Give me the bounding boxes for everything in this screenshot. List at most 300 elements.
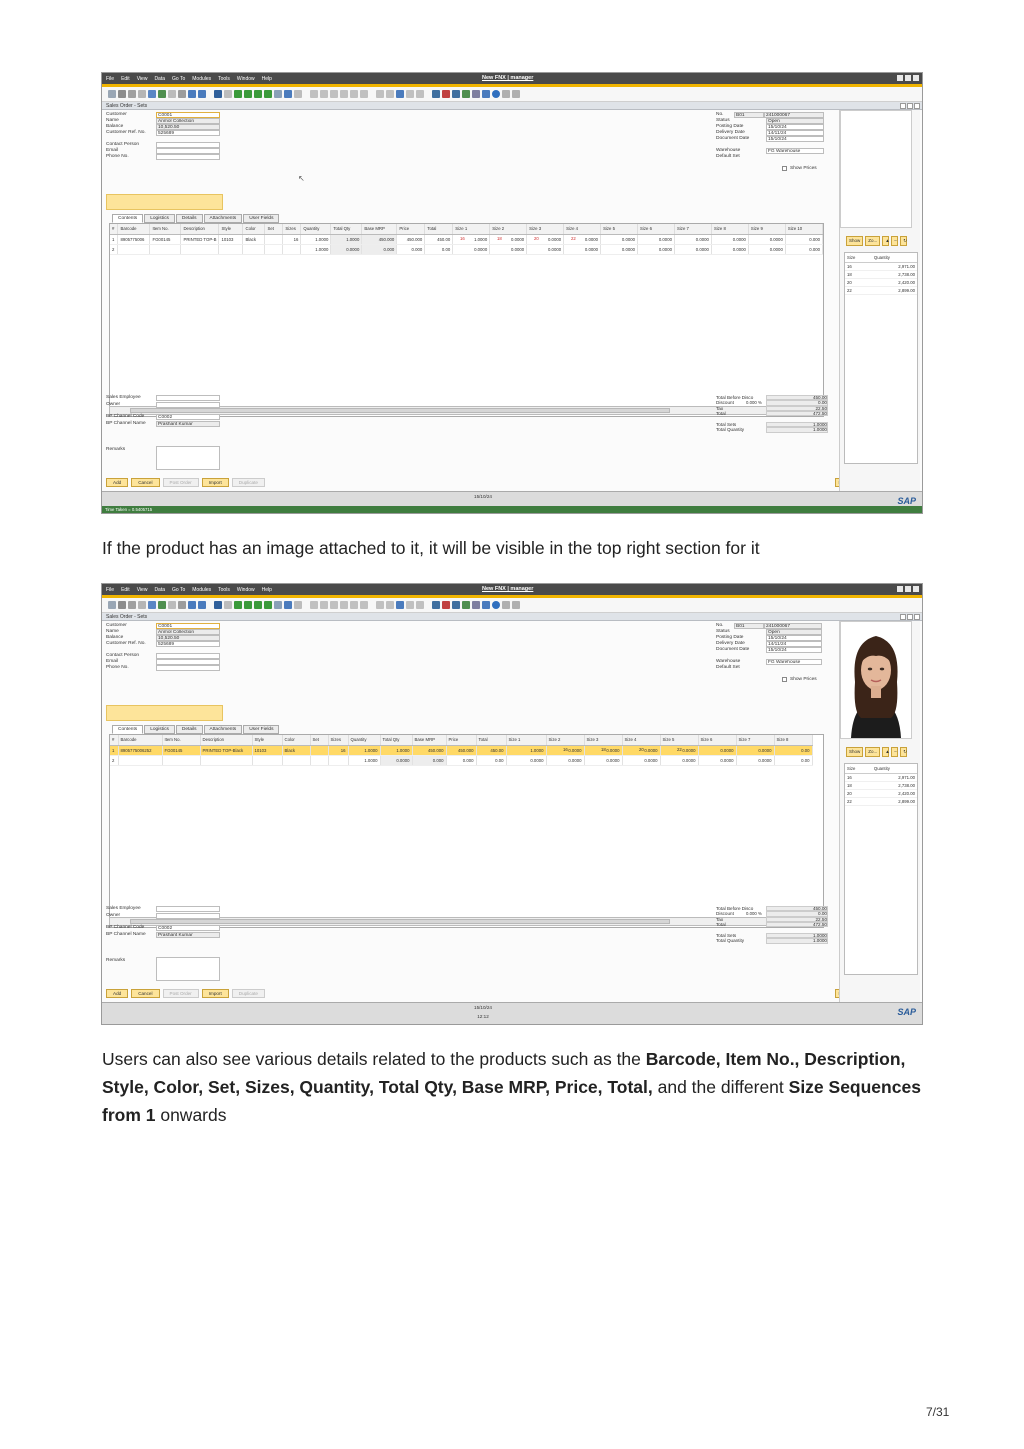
cell[interactable]: 1.0000 bbox=[301, 244, 331, 254]
duplicate-button[interactable]: Duplicate bbox=[232, 989, 265, 998]
users-icon[interactable] bbox=[462, 90, 470, 98]
arrow-up-icon[interactable]: ▲ bbox=[882, 236, 889, 246]
menu-data[interactable]: Data bbox=[154, 75, 165, 82]
bp-channel-code-input[interactable]: C0002 bbox=[156, 414, 220, 420]
doc-no-value[interactable]: 241000067 bbox=[764, 623, 822, 629]
first-record-icon[interactable] bbox=[234, 90, 242, 98]
zoom-button[interactable]: Zo... bbox=[865, 236, 880, 246]
cell[interactable] bbox=[181, 244, 219, 254]
tab-user-fields[interactable]: User Fields bbox=[243, 725, 279, 734]
tab-user-fields[interactable]: User Fields bbox=[243, 214, 279, 223]
minus-icon[interactable]: – bbox=[891, 236, 898, 246]
add-icon[interactable] bbox=[224, 601, 232, 609]
cell[interactable]: 1.0000 bbox=[348, 745, 380, 755]
owner-select[interactable] bbox=[156, 402, 220, 408]
col-header[interactable]: Set bbox=[310, 735, 328, 745]
duplicate-button[interactable]: Duplicate bbox=[232, 478, 265, 487]
list-item[interactable] bbox=[845, 774, 917, 782]
minus-icon[interactable]: – bbox=[891, 747, 898, 757]
cell[interactable]: 8905775006 bbox=[118, 234, 150, 244]
col-header[interactable]: Size 7 bbox=[736, 735, 774, 745]
chart-icon[interactable] bbox=[452, 90, 460, 98]
add-icon[interactable] bbox=[224, 90, 232, 98]
customer-input[interactable]: C0001 bbox=[156, 623, 220, 629]
col-header[interactable]: Size 8 bbox=[774, 735, 812, 745]
form-close-icon[interactable] bbox=[914, 614, 920, 620]
cell[interactable]: 0.0000 bbox=[546, 755, 584, 765]
cell[interactable]: 0.0000 bbox=[490, 244, 527, 254]
show-button[interactable]: Show bbox=[846, 747, 863, 757]
col-header[interactable]: Size 1 bbox=[506, 735, 546, 745]
form-minimize-icon[interactable] bbox=[900, 614, 906, 620]
settings-icon[interactable] bbox=[396, 601, 404, 609]
cell[interactable]: 0.0000 bbox=[564, 244, 601, 254]
doc-icon[interactable] bbox=[178, 601, 186, 609]
cell[interactable] bbox=[265, 234, 283, 244]
sort-icon[interactable] bbox=[294, 90, 302, 98]
form-maximize-icon[interactable] bbox=[907, 614, 913, 620]
menu-goto[interactable]: Go To bbox=[172, 75, 186, 82]
table-row[interactable] bbox=[110, 234, 823, 244]
prev-record-icon[interactable] bbox=[244, 601, 252, 609]
col-header[interactable]: Barcode bbox=[118, 224, 150, 234]
posting-date-input[interactable]: 15/10/24 bbox=[766, 635, 822, 641]
cell[interactable]: 1.0000 bbox=[348, 755, 380, 765]
draw-icon[interactable] bbox=[376, 601, 384, 609]
delivery-date-input[interactable]: 14/11/24 bbox=[766, 641, 822, 647]
col-header[interactable]: Size 1 bbox=[453, 224, 490, 234]
volume-icon[interactable] bbox=[360, 601, 368, 609]
col-header[interactable]: Color bbox=[282, 735, 310, 745]
help-icon[interactable] bbox=[406, 601, 414, 609]
discount-pct[interactable]: 0.000 % bbox=[746, 911, 762, 917]
refresh-icon[interactable] bbox=[274, 90, 282, 98]
cell[interactable]: 0.0000 bbox=[711, 244, 748, 254]
base-doc-icon[interactable] bbox=[310, 90, 318, 98]
alert-icon[interactable] bbox=[482, 90, 490, 98]
cell[interactable] bbox=[265, 244, 283, 254]
payment-icon[interactable] bbox=[350, 601, 358, 609]
refresh-icon[interactable] bbox=[274, 601, 282, 609]
cell[interactable]: 0.0000 bbox=[736, 745, 774, 755]
new-doc-icon[interactable] bbox=[108, 90, 116, 98]
cell[interactable]: 0.0000 bbox=[527, 244, 564, 254]
list-item[interactable] bbox=[845, 790, 917, 798]
col-header[interactable]: Size 6 bbox=[638, 224, 675, 234]
col-header[interactable]: Style bbox=[219, 224, 243, 234]
cell[interactable]: 0.000 bbox=[785, 244, 822, 254]
tab-attachments[interactable]: Attachments bbox=[204, 214, 243, 223]
tab-contents[interactable]: Contents bbox=[112, 725, 143, 734]
tab-details[interactable]: Details bbox=[176, 725, 203, 734]
col-header[interactable]: Price bbox=[446, 735, 476, 745]
col-header[interactable]: Size 7 bbox=[674, 224, 711, 234]
checkbox-icon[interactable] bbox=[782, 166, 787, 171]
cell[interactable]: 0.00 bbox=[774, 755, 812, 765]
tile-icon[interactable] bbox=[512, 601, 520, 609]
cell[interactable]: 1.0000 bbox=[301, 234, 331, 244]
cell[interactable]: 0.000 bbox=[785, 234, 822, 244]
cell[interactable]: 0.0000 bbox=[622, 745, 660, 755]
next-record-icon[interactable] bbox=[254, 90, 262, 98]
col-header[interactable]: Item No. bbox=[162, 735, 200, 745]
draw-icon[interactable] bbox=[376, 90, 384, 98]
last-record-icon[interactable] bbox=[264, 601, 272, 609]
cell[interactable]: 0.0000 bbox=[453, 244, 490, 254]
upload-icon[interactable] bbox=[188, 601, 196, 609]
last-record-icon[interactable] bbox=[264, 90, 272, 98]
calendar-icon[interactable] bbox=[432, 601, 440, 609]
cell[interactable]: 450.000 bbox=[446, 745, 476, 755]
col-header[interactable]: Size 4 bbox=[564, 224, 601, 234]
cell[interactable]: 0.0000 bbox=[748, 234, 785, 244]
menu-window[interactable]: Window bbox=[236, 75, 255, 82]
cell[interactable] bbox=[283, 244, 301, 254]
col-header[interactable]: Size 8 bbox=[711, 224, 748, 234]
layout-icon[interactable] bbox=[386, 601, 394, 609]
network-icon[interactable] bbox=[472, 601, 480, 609]
first-record-icon[interactable] bbox=[234, 601, 242, 609]
col-header[interactable]: Barcode bbox=[118, 735, 162, 745]
cell[interactable]: 0.0000 bbox=[506, 755, 546, 765]
email-icon[interactable] bbox=[128, 90, 136, 98]
cell[interactable]: 0.0000 bbox=[601, 244, 638, 254]
form-minimize-icon[interactable] bbox=[900, 103, 906, 109]
cell[interactable]: 450.000 bbox=[397, 234, 425, 244]
cell[interactable] bbox=[282, 755, 310, 765]
series-select[interactable]: B01 bbox=[734, 623, 764, 629]
calculator-icon[interactable] bbox=[442, 601, 450, 609]
col-header[interactable]: Base MRP bbox=[362, 224, 397, 234]
cell[interactable] bbox=[118, 244, 150, 254]
col-header[interactable]: Total Qty bbox=[380, 735, 412, 745]
cell[interactable]: 1.0000 bbox=[506, 745, 546, 755]
list-item[interactable] bbox=[845, 782, 917, 790]
doc-no-value[interactable]: 241000067 bbox=[764, 112, 824, 118]
cell[interactable]: 1.0000 bbox=[453, 234, 490, 244]
preview-icon[interactable] bbox=[168, 601, 176, 609]
list-item[interactable] bbox=[845, 279, 917, 287]
filter-icon[interactable] bbox=[284, 90, 292, 98]
menu-view[interactable]: View bbox=[136, 75, 148, 82]
col-header[interactable]: Base MRP bbox=[412, 735, 446, 745]
col-header[interactable]: Style bbox=[252, 735, 282, 745]
preview-icon[interactable] bbox=[168, 90, 176, 98]
excel-icon[interactable] bbox=[158, 90, 166, 98]
col-header[interactable]: Item No. bbox=[150, 224, 181, 234]
form-maximize-icon[interactable] bbox=[907, 103, 913, 109]
cell[interactable] bbox=[243, 244, 265, 254]
col-header[interactable]: Description bbox=[200, 735, 252, 745]
show-prices-checkbox[interactable] bbox=[782, 677, 817, 682]
cell[interactable]: 0.000 bbox=[397, 244, 425, 254]
cell[interactable]: 0.0000 bbox=[638, 234, 675, 244]
menu-help[interactable]: Help bbox=[261, 586, 272, 593]
window-icon[interactable] bbox=[502, 90, 510, 98]
bp-channel-code-input[interactable]: C0002 bbox=[156, 925, 220, 931]
remarks-input[interactable] bbox=[156, 957, 220, 981]
cell[interactable]: 0.0000 bbox=[564, 234, 601, 244]
tab-contents[interactable]: Contents bbox=[112, 214, 143, 223]
print-icon[interactable] bbox=[118, 90, 126, 98]
maximize-icon[interactable] bbox=[905, 586, 911, 592]
cell[interactable]: 0.000 bbox=[446, 755, 476, 765]
gross-profit-icon[interactable] bbox=[330, 90, 338, 98]
next-record-icon[interactable] bbox=[254, 601, 262, 609]
cell[interactable]: 0.0000 bbox=[698, 755, 736, 765]
col-header[interactable]: # bbox=[110, 735, 118, 745]
show-prices-checkbox[interactable] bbox=[782, 166, 817, 171]
upload-icon[interactable] bbox=[188, 90, 196, 98]
discount-pct[interactable]: 0.000 % bbox=[746, 400, 762, 406]
form-close-icon[interactable] bbox=[914, 103, 920, 109]
menu-modules[interactable]: Modules bbox=[192, 75, 212, 82]
name-input[interactable]: Anmol Collection bbox=[156, 118, 220, 124]
settings-icon[interactable] bbox=[396, 90, 404, 98]
col-header[interactable]: Total bbox=[425, 224, 453, 234]
table-row[interactable] bbox=[110, 244, 823, 254]
warehouse-select[interactable]: FG Warehouse bbox=[766, 659, 822, 665]
refresh-icon[interactable]: ↻ bbox=[900, 236, 907, 246]
menu-file[interactable]: File bbox=[106, 586, 115, 593]
word-icon[interactable] bbox=[148, 601, 156, 609]
cell[interactable]: PRINTED TOP-Black bbox=[200, 745, 252, 755]
help-icon[interactable] bbox=[406, 90, 414, 98]
cell[interactable]: Black bbox=[243, 234, 265, 244]
checkbox-icon[interactable] bbox=[782, 677, 787, 682]
cell[interactable]: 8905775006252 bbox=[118, 745, 162, 755]
document-date-input[interactable]: 15/10/24 bbox=[766, 136, 824, 142]
word-icon[interactable] bbox=[148, 90, 156, 98]
cell[interactable] bbox=[150, 244, 181, 254]
cell[interactable]: 10103 bbox=[219, 234, 243, 244]
tab-details[interactable]: Details bbox=[176, 214, 203, 223]
col-header[interactable]: Size 5 bbox=[601, 224, 638, 234]
menu-tools[interactable]: Tools bbox=[218, 586, 230, 593]
email-icon[interactable] bbox=[128, 601, 136, 609]
cell[interactable]: 0.0000 bbox=[736, 755, 774, 765]
target-doc-icon[interactable] bbox=[320, 90, 328, 98]
col-header[interactable]: Description bbox=[181, 224, 219, 234]
cell[interactable]: 0.0000 bbox=[660, 755, 698, 765]
cell[interactable]: 0.0000 bbox=[584, 755, 622, 765]
cell[interactable]: 0.0000 bbox=[748, 244, 785, 254]
minimize-icon[interactable] bbox=[897, 75, 903, 81]
phone-input[interactable] bbox=[156, 665, 220, 671]
col-header[interactable]: Size 5 bbox=[660, 735, 698, 745]
lock-icon[interactable] bbox=[198, 601, 206, 609]
calculator-icon[interactable] bbox=[442, 90, 450, 98]
globe-icon[interactable] bbox=[492, 601, 500, 609]
cell[interactable]: 0.0000 bbox=[698, 745, 736, 755]
customer-input[interactable]: C0001 bbox=[156, 112, 220, 118]
delivery-date-input[interactable]: 14/11/24 bbox=[766, 130, 824, 136]
cell[interactable]: Black bbox=[282, 745, 310, 755]
cancel-button[interactable]: Cancel bbox=[131, 989, 159, 998]
import-button[interactable]: Import bbox=[202, 478, 229, 487]
tab-attachments[interactable]: Attachments bbox=[204, 725, 243, 734]
cell[interactable]: 0.0000 bbox=[660, 745, 698, 755]
zoom-button[interactable]: Zo... bbox=[865, 747, 880, 757]
document-date-input[interactable]: 15/10/24 bbox=[766, 647, 822, 653]
col-header[interactable]: Sizes bbox=[328, 735, 348, 745]
cell[interactable]: FG00145 bbox=[150, 234, 181, 244]
col-header[interactable]: Size 6 bbox=[698, 735, 736, 745]
menu-data[interactable]: Data bbox=[154, 586, 165, 593]
import-button[interactable]: Import bbox=[202, 989, 229, 998]
menu-tools[interactable]: Tools bbox=[218, 75, 230, 82]
posting-date-input[interactable]: 15/10/24 bbox=[766, 124, 824, 130]
prev-record-icon[interactable] bbox=[244, 90, 252, 98]
cell[interactable]: 16 bbox=[328, 745, 348, 755]
menu-file[interactable]: File bbox=[106, 75, 115, 82]
layout-icon[interactable] bbox=[386, 90, 394, 98]
new-doc-icon[interactable] bbox=[108, 601, 116, 609]
tile-icon[interactable] bbox=[512, 90, 520, 98]
base-doc-icon[interactable] bbox=[310, 601, 318, 609]
volume-icon[interactable] bbox=[360, 90, 368, 98]
cell[interactable] bbox=[200, 755, 252, 765]
add-button[interactable]: Add bbox=[106, 478, 128, 487]
sort-icon[interactable] bbox=[294, 601, 302, 609]
cell[interactable]: 0.0000 bbox=[674, 244, 711, 254]
col-header[interactable]: Size 10 bbox=[785, 224, 822, 234]
refresh-icon[interactable]: ↻ bbox=[900, 747, 907, 757]
msg-icon[interactable] bbox=[416, 601, 424, 609]
lock-icon[interactable] bbox=[198, 90, 206, 98]
col-header[interactable]: Set bbox=[265, 224, 283, 234]
col-header[interactable]: Size 2 bbox=[490, 224, 527, 234]
owner-select[interactable] bbox=[156, 913, 220, 919]
menu-modules[interactable]: Modules bbox=[192, 586, 212, 593]
journal-icon[interactable] bbox=[340, 90, 348, 98]
cell[interactable]: PRINTED TOP-B bbox=[181, 234, 219, 244]
cell[interactable]: FG00145 bbox=[162, 745, 200, 755]
maximize-icon[interactable] bbox=[905, 75, 911, 81]
series-select[interactable]: B01 bbox=[734, 112, 764, 118]
cell[interactable]: 16 bbox=[283, 234, 301, 244]
col-header[interactable]: Size 4 bbox=[622, 735, 660, 745]
menu-edit[interactable]: Edit bbox=[121, 586, 130, 593]
excel-icon[interactable] bbox=[158, 601, 166, 609]
cell[interactable]: 0.0000 bbox=[527, 234, 564, 244]
list-item[interactable] bbox=[845, 263, 917, 271]
cell[interactable] bbox=[118, 755, 162, 765]
col-header[interactable]: Size 3 bbox=[527, 224, 564, 234]
cell[interactable] bbox=[310, 745, 328, 755]
cell[interactable]: 0.0000 bbox=[638, 244, 675, 254]
payment-icon[interactable] bbox=[350, 90, 358, 98]
table-row-selected[interactable] bbox=[110, 745, 812, 755]
export-icon[interactable] bbox=[138, 601, 146, 609]
tab-logistics[interactable]: Logistics bbox=[144, 214, 175, 223]
sales-employee-select[interactable] bbox=[156, 906, 220, 912]
filter-icon[interactable] bbox=[284, 601, 292, 609]
name-input[interactable]: Anmol Collection bbox=[156, 629, 220, 635]
list-item[interactable] bbox=[845, 271, 917, 279]
menu-edit[interactable]: Edit bbox=[121, 75, 130, 82]
show-button[interactable]: Show bbox=[846, 236, 863, 246]
col-header[interactable]: Sizes bbox=[283, 224, 301, 234]
cell[interactable]: 0.0000 bbox=[601, 234, 638, 244]
customer-ref-input[interactable]: 525689 bbox=[156, 641, 220, 647]
col-header[interactable]: Total bbox=[476, 735, 506, 745]
col-header[interactable]: Size 9 bbox=[748, 224, 785, 234]
cell[interactable] bbox=[310, 755, 328, 765]
cancel-button[interactable]: Cancel bbox=[131, 478, 159, 487]
cell[interactable]: 0.0000 bbox=[584, 745, 622, 755]
cell[interactable] bbox=[219, 244, 243, 254]
customer-ref-input[interactable]: 525689 bbox=[156, 130, 220, 136]
phone-input[interactable] bbox=[156, 154, 220, 160]
users-icon[interactable] bbox=[462, 601, 470, 609]
warehouse-select[interactable]: FG Warehouse bbox=[766, 148, 824, 154]
post-order-button[interactable]: Post Order bbox=[163, 478, 199, 487]
gross-profit-icon[interactable] bbox=[330, 601, 338, 609]
find-icon[interactable] bbox=[214, 90, 222, 98]
col-header[interactable]: Color bbox=[243, 224, 265, 234]
arrow-up-icon[interactable]: ▲ bbox=[882, 747, 889, 757]
cell[interactable]: 10103 bbox=[252, 745, 282, 755]
col-header[interactable]: Quantity bbox=[301, 224, 331, 234]
close-icon[interactable] bbox=[913, 586, 919, 592]
alert-icon[interactable] bbox=[482, 601, 490, 609]
cell[interactable]: 0.0000 bbox=[490, 234, 527, 244]
col-header[interactable]: Size 2 bbox=[546, 735, 584, 745]
list-item[interactable] bbox=[845, 798, 917, 806]
cell[interactable]: 0.0000 bbox=[711, 234, 748, 244]
minimize-icon[interactable] bbox=[897, 586, 903, 592]
add-button[interactable]: Add bbox=[106, 989, 128, 998]
menu-help[interactable]: Help bbox=[261, 75, 272, 82]
msg-icon[interactable] bbox=[416, 90, 424, 98]
menu-view[interactable]: View bbox=[136, 586, 148, 593]
table-row[interactable] bbox=[110, 755, 812, 765]
journal-icon[interactable] bbox=[340, 601, 348, 609]
col-header[interactable]: Quantity bbox=[348, 735, 380, 745]
cell[interactable]: 0.0000 bbox=[622, 755, 660, 765]
print-icon[interactable] bbox=[118, 601, 126, 609]
col-header[interactable]: Total Qty bbox=[331, 224, 362, 234]
remarks-input[interactable] bbox=[156, 446, 220, 470]
cell[interactable] bbox=[252, 755, 282, 765]
doc-icon[interactable] bbox=[178, 90, 186, 98]
calendar-icon[interactable] bbox=[432, 90, 440, 98]
cell[interactable]: 0.00 bbox=[774, 745, 812, 755]
col-header[interactable]: # bbox=[110, 224, 118, 234]
cell[interactable]: 0.0000 bbox=[546, 745, 584, 755]
list-item[interactable] bbox=[845, 287, 917, 295]
sales-employee-select[interactable] bbox=[156, 395, 220, 401]
target-doc-icon[interactable] bbox=[320, 601, 328, 609]
network-icon[interactable] bbox=[472, 90, 480, 98]
find-icon[interactable] bbox=[214, 601, 222, 609]
window-icon[interactable] bbox=[502, 601, 510, 609]
close-icon[interactable] bbox=[913, 75, 919, 81]
menu-goto[interactable]: Go To bbox=[172, 586, 186, 593]
globe-icon[interactable] bbox=[492, 90, 500, 98]
col-header[interactable]: Price bbox=[397, 224, 425, 234]
menu-window[interactable]: Window bbox=[236, 586, 255, 593]
col-header[interactable]: Size 3 bbox=[584, 735, 622, 745]
chart-icon[interactable] bbox=[452, 601, 460, 609]
cell[interactable] bbox=[162, 755, 200, 765]
cell[interactable] bbox=[328, 755, 348, 765]
tab-logistics[interactable]: Logistics bbox=[144, 725, 175, 734]
cell[interactable]: 0.0000 bbox=[674, 234, 711, 244]
post-order-button[interactable]: Post Order bbox=[163, 989, 199, 998]
export-icon[interactable] bbox=[138, 90, 146, 98]
